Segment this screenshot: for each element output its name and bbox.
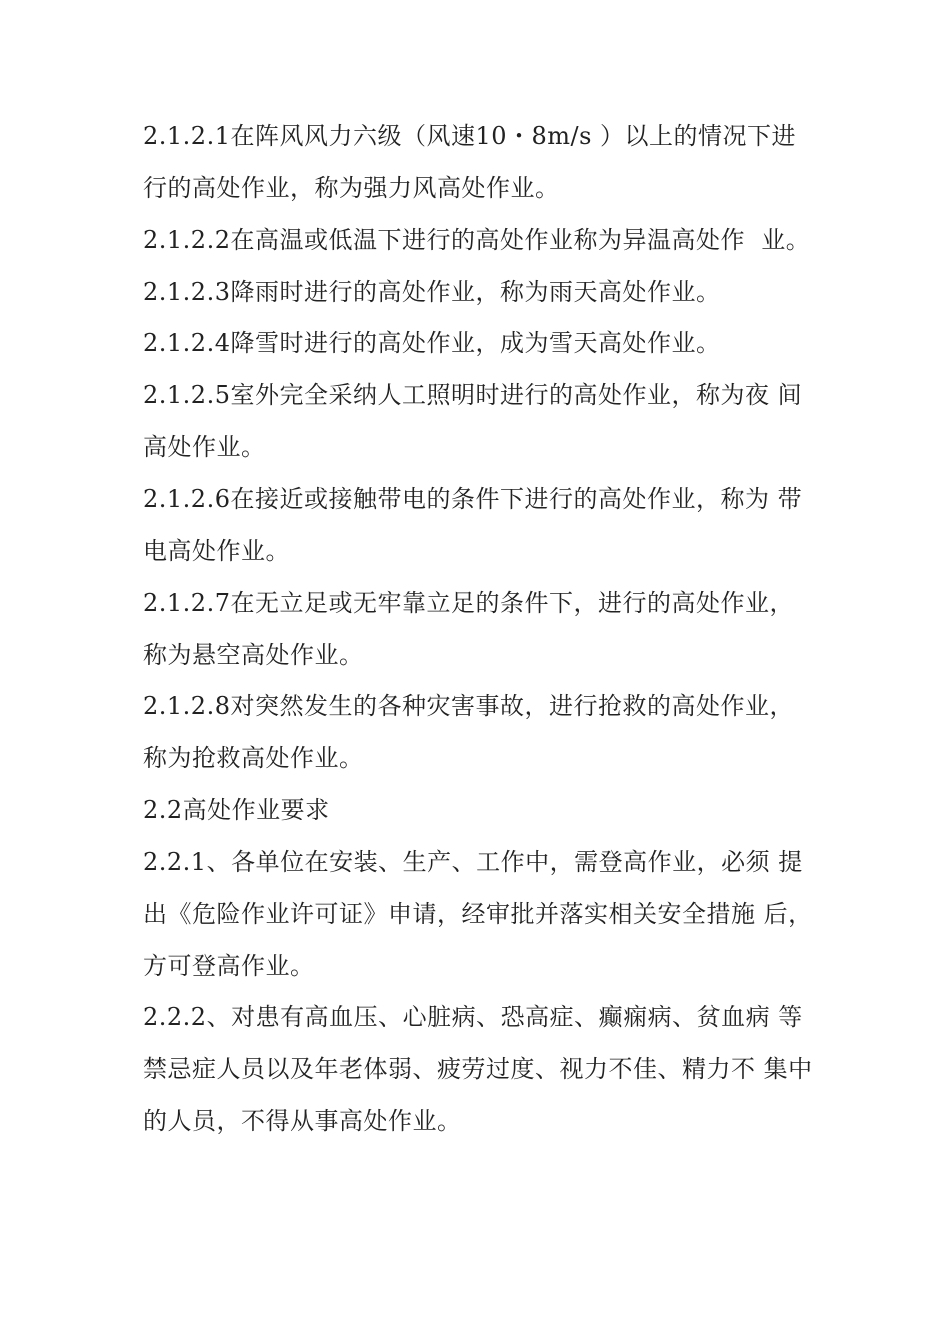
text-line-2-2-1-a: 2.2.1、各单位在安装、生产、工作中，需登高作业，必须 提 <box>143 848 803 876</box>
text-line-2-1-2-5-b: 高处作业。 <box>143 433 266 461</box>
text-line-2-1-2-6-b: 电高处作业。 <box>143 537 290 565</box>
text-line-2-1-2-2: 2.1.2.2在高温或低温下进行的高处作业称为异温高处作 业。 <box>143 226 811 254</box>
text-line-2-1-2-1-b: 行的高处作业，称为强力风高处作业。 <box>143 174 560 202</box>
text-line-2-2-2-a: 2.2.2、对患有高血压、心脏病、恐高症、癫痫病、贫血病 等 <box>143 1003 803 1031</box>
text-line-2-2-2-b: 禁忌症人员以及年老体弱、疲劳过度、视力不佳、精力不 集中 <box>143 1055 813 1083</box>
text-line-2-1-2-4: 2.1.2.4降雪时进行的高处作业，成为雪天高处作业。 <box>143 329 721 357</box>
text-line-2-2-2-c: 的人员，不得从事高处作业。 <box>143 1107 462 1135</box>
text-line-2-2-1-c: 方可登高作业。 <box>143 952 315 980</box>
section-heading-2-2: 2.2高处作业要求 <box>143 796 330 824</box>
text-line-2-1-2-8-b: 称为抢救高处作业。 <box>143 744 364 772</box>
text-line-2-1-2-6-a: 2.1.2.6在接近或接触带电的条件下进行的高处作业，称为 带 <box>143 485 803 513</box>
text-line-2-1-2-5-a: 2.1.2.5室外完全采纳人工照明时进行的高处作业，称为夜 间 <box>143 381 803 409</box>
text-line-2-1-2-3: 2.1.2.3降雨时进行的高处作业，称为雨天高处作业。 <box>143 278 721 306</box>
text-line-2-1-2-7-b: 称为悬空高处作业。 <box>143 641 364 669</box>
text-line-2-1-2-1-a: 2.1.2.1在阵风风力六级（风速10・8m/s ）以上的情况下进 <box>143 122 797 150</box>
text-line-2-1-2-8-a: 2.1.2.8对突然发生的各种灾害事故，进行抢救的高处作业， <box>143 692 794 720</box>
text-line-2-1-2-7-a: 2.1.2.7在无立足或无牢靠立足的条件下，进行的高处作业， <box>143 589 794 617</box>
text-line-2-2-1-b: 出《危险作业许可证》申请，经审批并落实相关安全措施 后， <box>143 900 813 928</box>
